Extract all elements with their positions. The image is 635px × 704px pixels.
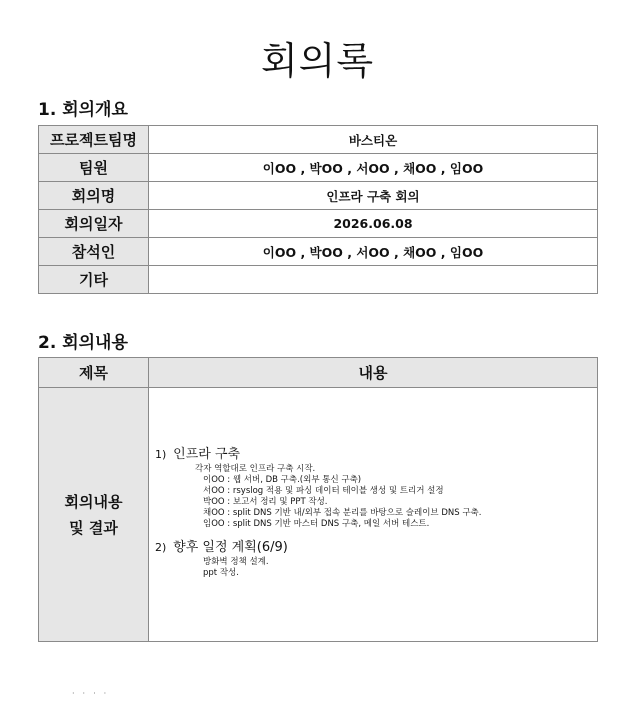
meeting-content-cell: [149, 388, 598, 642]
item-line: 임OO : split DNS 기반 마스터 DNS 구축, 메일 서버 테스트.: [203, 519, 430, 529]
row-value: [149, 266, 598, 294]
document-title: 회의록: [260, 39, 375, 83]
row-label: 팀원: [39, 154, 149, 182]
section-heading-overview: 1. 회의개요: [38, 100, 128, 120]
item-number: 2): [155, 541, 167, 554]
table-row: [39, 182, 598, 210]
overview-table: [38, 125, 598, 294]
row-value: 인프라 구축 회의: [149, 182, 598, 210]
table-row: [39, 266, 598, 294]
row-value: 2026.06.08: [149, 210, 598, 238]
item-line: 박OO : 보고서 정리 및 PPT 작성.: [203, 497, 328, 507]
row-label: 기타: [39, 266, 149, 294]
content-table: [38, 357, 598, 642]
table-row: [39, 388, 598, 642]
item-title: [155, 446, 593, 464]
section-heading-content: 2. 회의내용: [38, 333, 128, 353]
item-line: ppt 작성.: [203, 568, 239, 578]
item-line: 서OO : rsyslog 적용 및 파싱 데이터 테이블 생성 및 트리거 설정: [203, 486, 444, 496]
row-value: 이OO , 박OO , 서OO , 채OO , 임OO: [149, 238, 598, 266]
table-row: [39, 154, 598, 182]
row-value: 이OO , 박OO , 서OO , 채OO , 임OO: [149, 154, 598, 182]
table-row: [39, 126, 598, 154]
column-header-content: 내용: [149, 358, 598, 388]
table-row: [39, 238, 598, 266]
item-line: 이OO : 웹 서버, DB 구축.(외부 통신 구축): [203, 475, 362, 485]
row-label: 참석인: [39, 238, 149, 266]
item-title-text: 인프라 구축: [173, 447, 241, 462]
row-value: 바스티온: [149, 126, 598, 154]
row-label: [39, 388, 149, 642]
row-label: 회의일자: [39, 210, 149, 238]
item-title: [155, 539, 593, 557]
item-line: 각자 역할대로 인프라 구축 시작.: [195, 464, 316, 474]
item-line: 방화벽 정책 설계.: [203, 557, 269, 567]
table-header-row: [39, 358, 598, 388]
row-label: 프로젝트팀명: [39, 126, 149, 154]
row-label: 회의명: [39, 182, 149, 210]
row-label-line: 및 결과: [69, 518, 118, 537]
meeting-content: [155, 446, 593, 579]
item-number: 1): [155, 448, 167, 461]
item-title-text: 향후 일정 계획(6/9): [173, 540, 288, 555]
page-footer-marks: ····: [72, 689, 115, 698]
item-line: 채OO : split DNS 기반 내/외부 접속 분리를 바탕으로 슬레이브 DNS 구축.: [203, 508, 482, 518]
table-row: [39, 210, 598, 238]
row-label-line: 회의내용: [64, 492, 123, 511]
column-header-title: 제목: [39, 358, 149, 388]
